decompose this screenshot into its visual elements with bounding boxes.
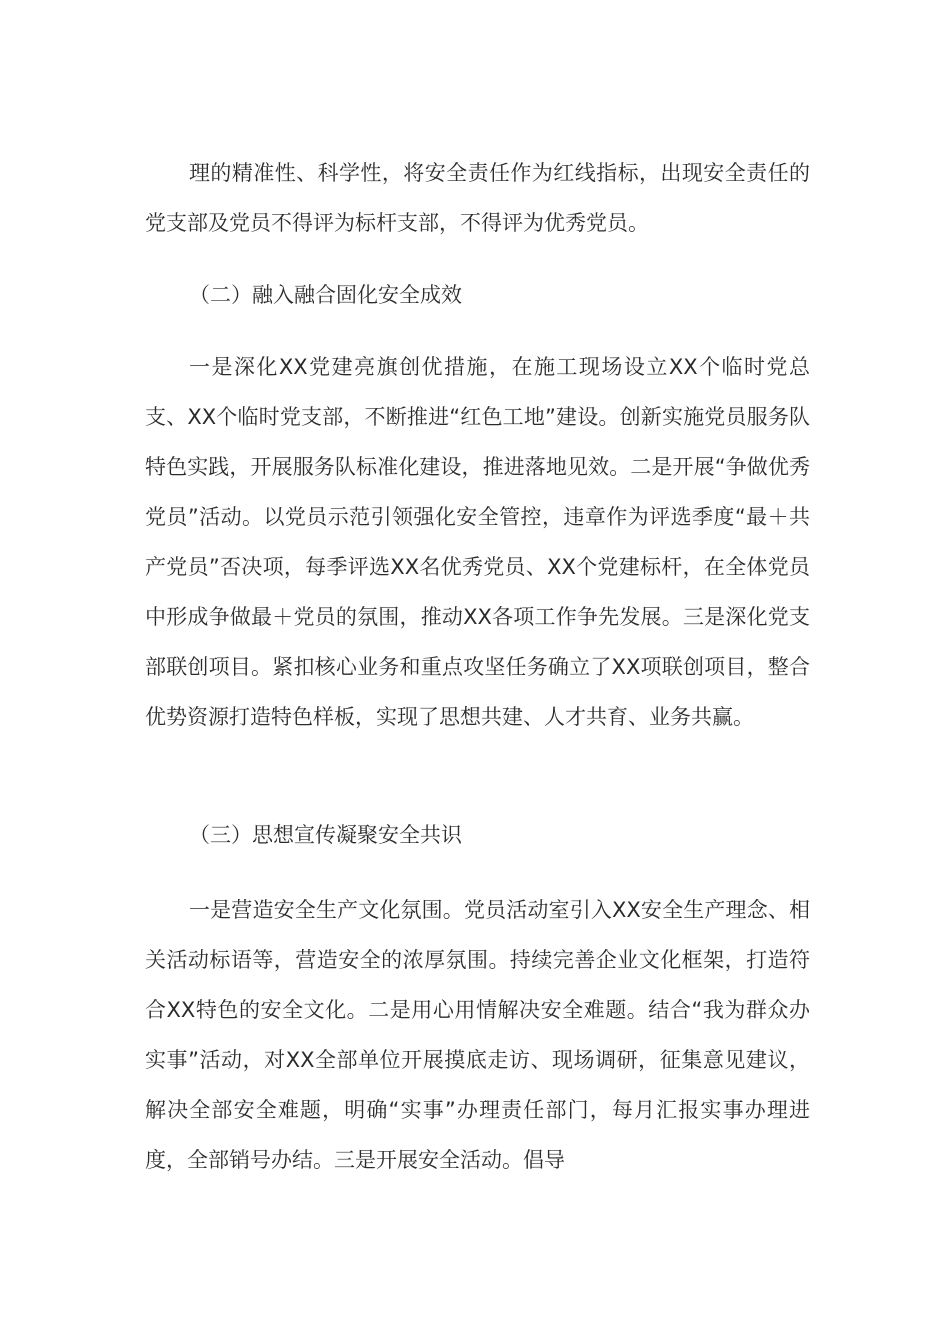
- paragraph-text: 理的精准性、科学性，将安全责任作为红线指标，出现安全责任的党支部及党员不得评为标杆支部，不得评为优秀党员。: [145, 161, 810, 235]
- paragraph-section-3: [145, 885, 810, 1185]
- section-heading-3: [145, 810, 810, 860]
- paragraph-continued: [145, 148, 810, 248]
- section-heading-2: [145, 270, 810, 320]
- paragraph-section-2: [145, 342, 810, 742]
- paragraph-text: 一是深化XX党建亮旗创优措施，在施工现场设立XX个临时党总支、XX个临时党支部，不断推进“红色工地”建设。创新实施党员服务队特色实践，开展服务队标准化建设，推进落地见效。二是开展“争做优秀党员”活动。以党员示范引领强化安全管控，违章作为评选季度“最＋共产党员”否决项，每季评选XX名优秀党员、XX个党建标杆，在全体党员中形成争做最＋党员的氛围，推动XX各项工作争先发展。三是深化党支部联创项目。紧扣核心业务和重点攻坚任务确立了XX项联创项目，整合优势资源打造特色样板，实现了思想共建、人才共育、业务共赢。: [145, 355, 810, 729]
- section-heading-text: （三）思想宣传凝聚安全共识: [189, 823, 462, 847]
- paragraph-text: 一是营造安全生产文化氛围。党员活动室引入XX安全生产理念、相关活动标语等，营造安全的浓厚氛围。持续完善企业文化框架，打造符合XX特色的安全文化。二是用心用情解决安全难题。结合“我为群众办实事”活动，对XX全部单位开展摸底走访、现场调研，征集意见建议，解决全部安全难题，明确“实事”办理责任部门，每月汇报实事办理进度，全部销号办结。三是开展安全活动。倡导: [145, 898, 810, 1172]
- section-heading-text: （二）融入融合固化安全成效: [189, 283, 462, 307]
